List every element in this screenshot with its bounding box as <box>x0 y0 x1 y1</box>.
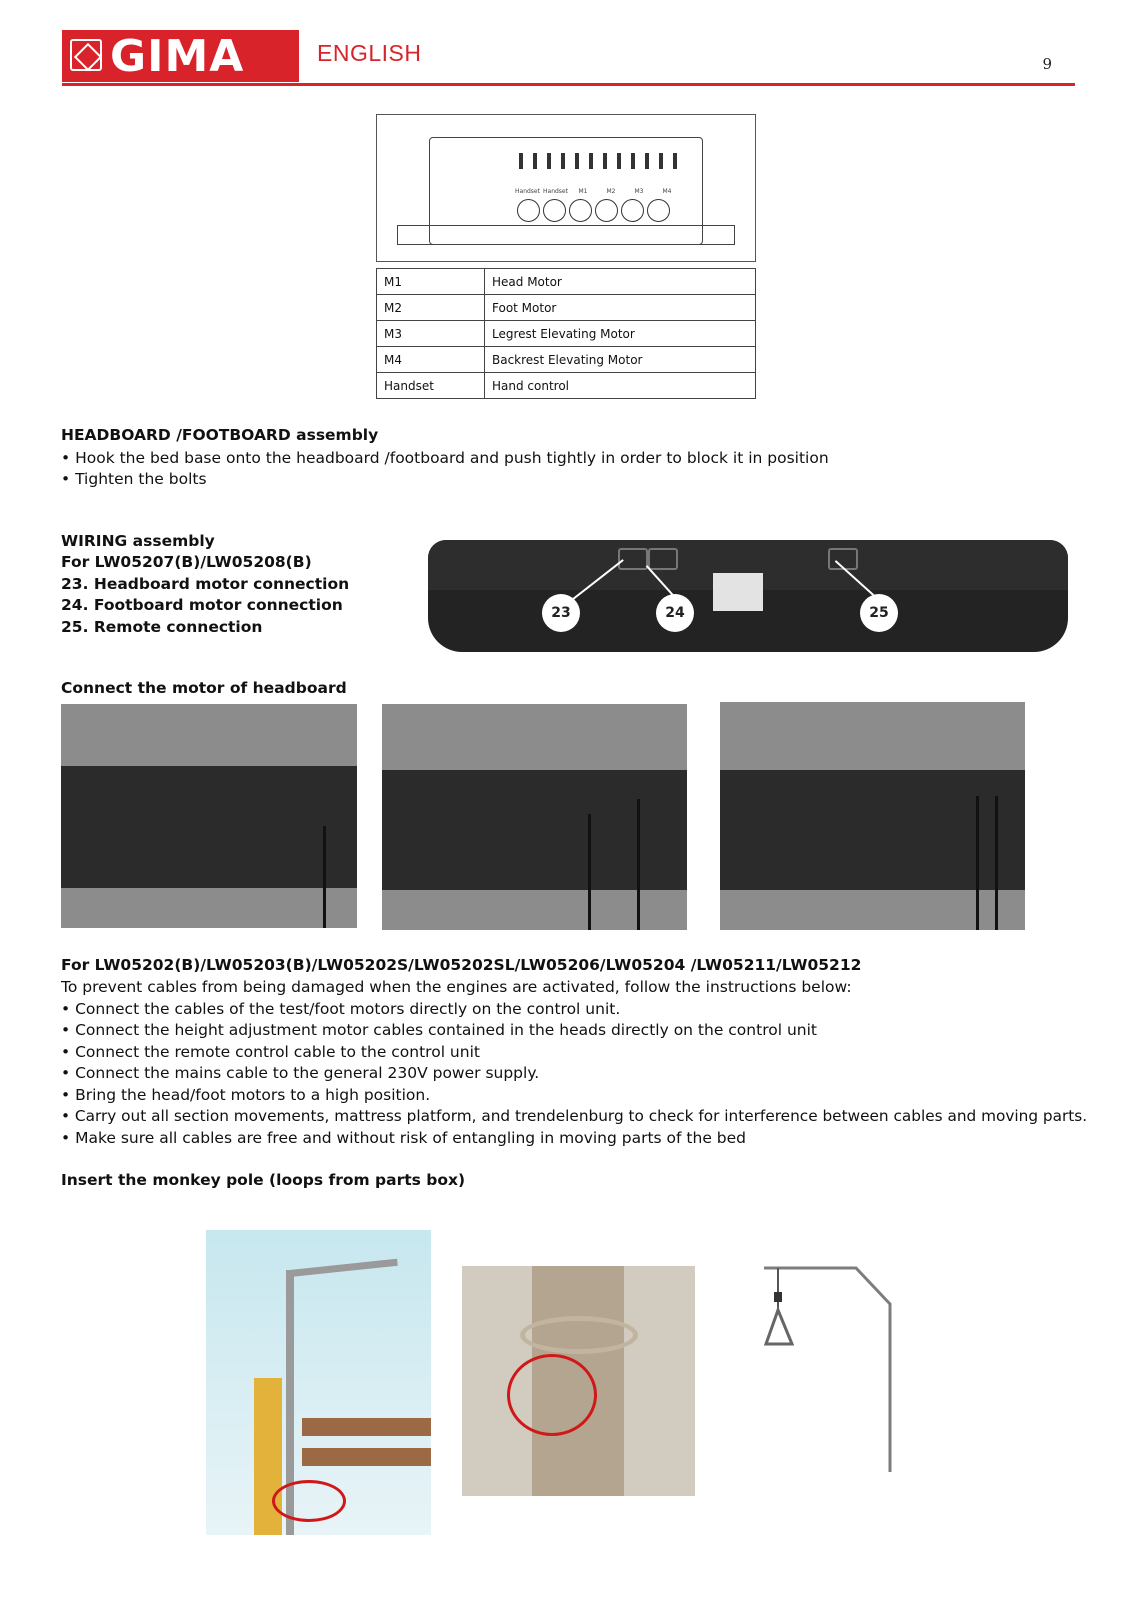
motor-photo-3 <box>720 702 1025 930</box>
instruction-bullet: • Connect the cables of the test/foot motors directly on the control unit. <box>61 1000 621 1018</box>
motor-code: Handset <box>377 373 485 399</box>
instruction-bullet: • Connect the height adjustment motor cables contained in the heads directly on the control unit <box>61 1021 817 1039</box>
port-socket <box>621 199 644 222</box>
motor-desc: Backrest Elevating Motor <box>485 347 756 373</box>
language-label: ENGLISH <box>317 40 422 66</box>
motor-desc: Foot Motor <box>485 295 756 321</box>
motor-desc: Legrest Elevating Motor <box>485 321 756 347</box>
monkey-pole-title: Insert the monkey pole (loops from parts box) <box>61 1171 466 1189</box>
headboard-bullet: • Hook the bed base onto the headboard /footboard and push tightly in order to block it in position <box>61 449 829 467</box>
table-row <box>377 347 756 373</box>
brand-name: GIMA <box>110 31 245 82</box>
motor-desc: Head Motor <box>485 269 756 295</box>
instruction-bullet: • Carry out all section movements, mattress platform, and trendelenburg to check for interference between cables and moving parts. <box>61 1107 1088 1125</box>
table-row <box>377 321 756 347</box>
page-number: 9 <box>1042 55 1052 73</box>
monkey-pole-illustration <box>206 1230 431 1535</box>
gima-emblem-icon <box>70 39 102 71</box>
highlight-circle <box>507 1354 597 1436</box>
callout-25: 25 <box>860 594 898 632</box>
port-label: M4 <box>662 188 672 195</box>
headboard-title: HEADBOARD /FOOTBOARD assembly <box>61 426 379 444</box>
headboard-bullet: • Tighten the bolts <box>61 470 207 488</box>
instruction-bullet: • Make sure all cables are free and without risk of entangling in moving parts of the bed <box>61 1129 746 1147</box>
monkey-pole-drawing <box>760 1262 910 1482</box>
port-socket <box>569 199 592 222</box>
motor-photo-2 <box>382 704 687 930</box>
motor-code: M3 <box>377 321 485 347</box>
port-label: Handset <box>515 188 540 195</box>
wiring-models: For LW05207(B)/LW05208(B) <box>61 553 312 571</box>
motor-table <box>376 268 756 399</box>
port-socket <box>595 199 618 222</box>
other-models-intro: To prevent cables from being damaged when the engines are activated, follow the instructions below: <box>61 978 852 996</box>
motor-code: M4 <box>377 347 485 373</box>
port-socket <box>517 199 540 222</box>
connector-pins <box>519 153 679 169</box>
callout-23: 23 <box>542 594 580 632</box>
motor-photo-1 <box>61 704 357 928</box>
port-socket <box>543 199 566 222</box>
table-row <box>377 269 756 295</box>
table-row <box>377 373 756 399</box>
highlight-circle <box>272 1480 346 1522</box>
control-box-flange <box>397 225 735 245</box>
port-sockets <box>517 199 670 222</box>
product-label <box>713 573 763 611</box>
wiring-item: 23. Headboard motor connection <box>61 575 350 593</box>
wiring-item: 24. Footboard motor connection <box>61 596 343 614</box>
port-label: M2 <box>606 188 616 195</box>
port-socket <box>647 199 670 222</box>
instruction-bullet: • Connect the remote control cable to the control unit <box>61 1043 480 1061</box>
motor-code: M2 <box>377 295 485 321</box>
other-models-title: For LW05202(B)/LW05203(B)/LW05202S/LW05202SL/LW05206/LW05204 /LW05211/LW05212 <box>61 956 862 974</box>
instruction-bullet: • Connect the mains cable to the general 230V power supply. <box>61 1064 540 1082</box>
gima-logo <box>62 30 299 82</box>
header-rule <box>62 83 1075 86</box>
connect-motor-title: Connect the motor of headboard <box>61 679 347 697</box>
table-row <box>377 295 756 321</box>
pole-socket-photo <box>462 1266 695 1496</box>
wiring-title: WIRING assembly <box>61 532 215 550</box>
motor-code: M1 <box>377 269 485 295</box>
port-label: Handset <box>543 188 568 195</box>
control-box-diagram <box>376 114 756 262</box>
port-labels <box>515 188 679 195</box>
socket-24 <box>648 548 678 570</box>
instruction-bullet: • Bring the head/foot motors to a high position. <box>61 1086 431 1104</box>
wiring-item: 25. Remote connection <box>61 618 263 636</box>
motor-desc: Hand control <box>485 373 756 399</box>
port-label: M1 <box>578 188 588 195</box>
callout-24: 24 <box>656 594 694 632</box>
control-unit-photo <box>428 540 1068 652</box>
port-label: M3 <box>634 188 644 195</box>
